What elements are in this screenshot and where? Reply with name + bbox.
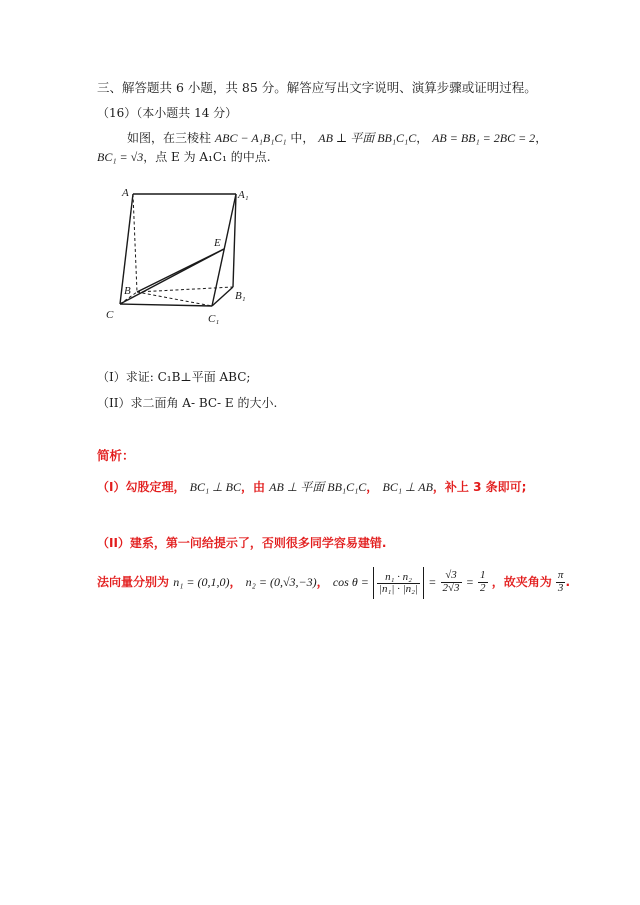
- cos-theta: cos θ =: [332, 575, 369, 589]
- value-numerator: √3: [441, 570, 462, 583]
- edge-B-E: [137, 249, 224, 292]
- edge-A-B: [133, 194, 137, 292]
- stem-bc1: BC₁ = √3: [97, 150, 144, 164]
- answer-denominator: 3: [557, 582, 564, 594]
- part-2: （II）求二面角 A- BC- E 的大小.: [97, 396, 278, 410]
- question-stem-line2: [97, 148, 271, 165]
- analysis-math-bc1-perp-bc: BC₁ ⊥ BC: [189, 480, 241, 494]
- analysis-line1-d: ，补上 3 条即可;: [432, 480, 527, 494]
- label-C1: C₁: [208, 313, 220, 325]
- edge-A1-C1: [212, 194, 236, 306]
- stem-cond1: AB ⊥ 平面 BB₁C₁C: [318, 131, 417, 145]
- cos-fraction-numerator: n₁ · n₂: [377, 572, 420, 585]
- analysis-math-bc1-perp-ab: BC₁ ⊥ AB: [382, 480, 433, 494]
- stem-prefix: 如图，在三棱柱: [127, 131, 212, 145]
- cos-fraction-denominator: |n₁| · |n₂|: [379, 583, 419, 596]
- label-B1: B₁: [235, 290, 246, 302]
- half-numerator: 1: [480, 569, 486, 582]
- cos-abs-value: [373, 567, 424, 599]
- stem-prism: ABC − A₁B₁C₁: [214, 131, 287, 145]
- analysis-line1-a: （I）勾股定理，: [97, 480, 186, 494]
- label-C: C: [106, 309, 114, 321]
- analysis-title: 简析：: [97, 448, 135, 463]
- analysis-line3-b: ，故夹角为: [491, 575, 552, 589]
- analysis-line3-sep2: ，: [316, 575, 329, 589]
- equals-1: =: [428, 575, 437, 589]
- analysis-line3: [97, 566, 570, 599]
- equals-2: =: [465, 575, 474, 589]
- analysis-line3-a: 法向量分别为: [97, 575, 170, 589]
- stem-mid: 中，: [290, 131, 315, 145]
- normal-vector-n2: n₂ = (0,√3,−3): [245, 575, 317, 589]
- value-fraction: [441, 570, 462, 594]
- value-denominator: 2√3: [442, 582, 460, 594]
- analysis-line3-sep: ，: [229, 575, 242, 589]
- edge-B-C1: [137, 292, 212, 306]
- analysis-line3-end: .: [565, 575, 570, 589]
- stem-cond2: AB = BB₁ = 2BC = 2: [432, 131, 536, 145]
- stem-sep: ，: [416, 131, 429, 145]
- analysis-math-ab-perp-plane: AB ⊥ 平面 BB₁C₁C: [269, 480, 367, 494]
- label-B: B: [124, 285, 131, 297]
- stem-rest: ，点 E 为 A₁C₁ 的中点.: [143, 150, 271, 164]
- analysis-line2: （II）建系，第一问给提示了，否则很多同学容易建错.: [97, 536, 387, 550]
- question-stem-line1: [127, 129, 547, 146]
- question-number: （16）（本小题共 14 分）: [97, 106, 238, 120]
- analysis-line1-c: ，: [366, 480, 379, 494]
- answer-fraction: [556, 570, 566, 594]
- cos-fraction: [377, 572, 420, 596]
- stem-end: ，: [535, 131, 548, 145]
- section-header: 三、解答题共 6 小题，共 85 分。解答应写出文字说明、演算步骤或证明过程。: [97, 80, 537, 95]
- normal-vector-n1: n₁ = (0,1,0): [173, 575, 230, 589]
- label-E: E: [214, 237, 221, 249]
- edge-C-C1: [120, 304, 212, 306]
- half-fraction: [478, 570, 488, 594]
- label-A1: A₁: [238, 189, 249, 201]
- prism-figure: [100, 182, 260, 332]
- answer-numerator: π: [557, 569, 564, 582]
- half-denominator: 2: [480, 582, 486, 594]
- label-A: A: [122, 187, 129, 199]
- analysis-line1: [97, 478, 526, 495]
- analysis-line1-b: ，由: [240, 480, 265, 494]
- part-1: （I）求证: C₁B⊥平面 ABC;: [97, 370, 251, 384]
